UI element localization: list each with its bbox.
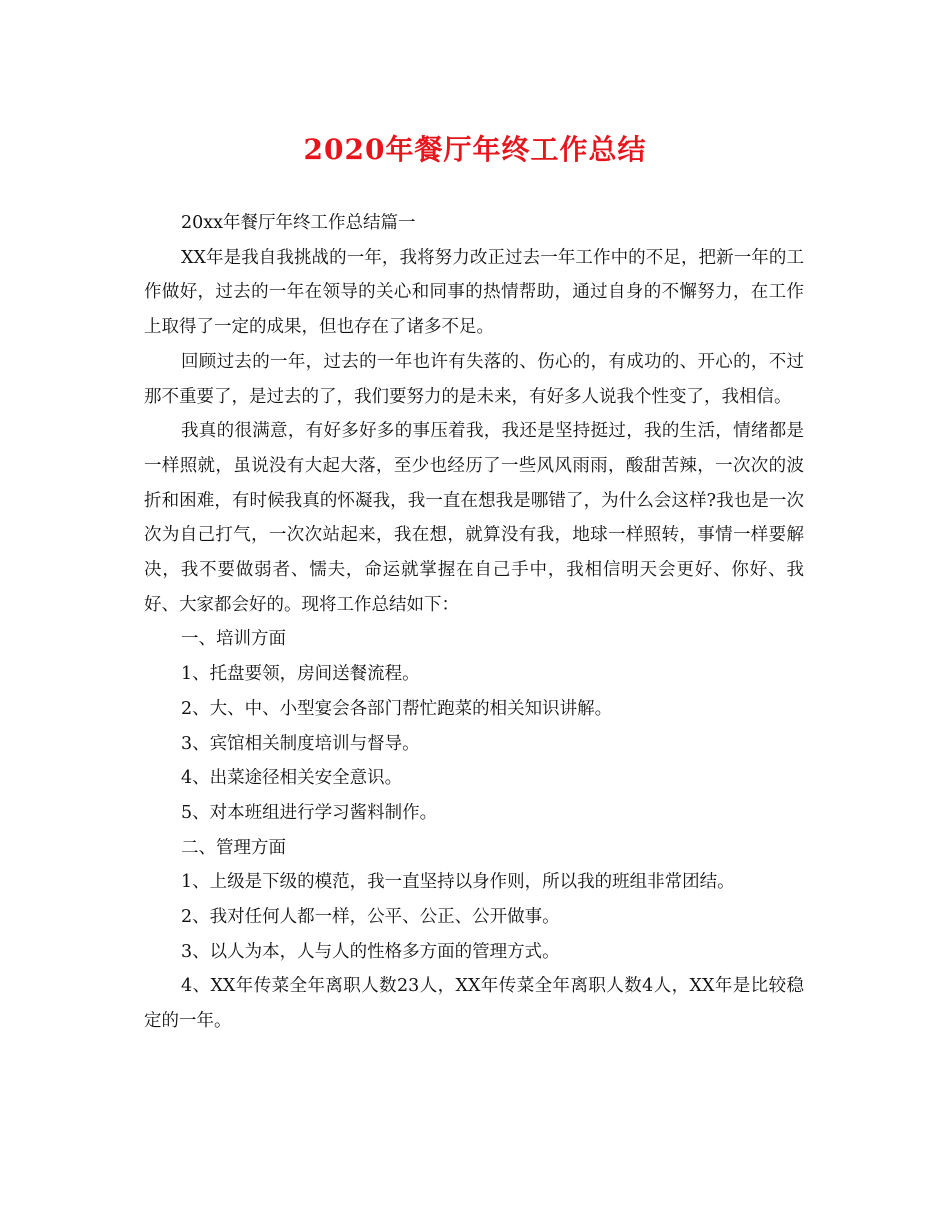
list-item: 4、XX年传菜全年离职人数23人，XX年传菜全年离职人数4人，XX年是比较稳定的一年。 — [144, 976, 804, 1032]
section-heading: 20xx年餐厅年终工作总结篇一 — [181, 213, 416, 233]
list-item: 3、宾馆相关制度培训与督导。 — [181, 733, 420, 754]
document-title: 2020年餐厅年终工作总结 — [303, 133, 647, 166]
list-item: 1、上级是下级的模范，我一直坚持以身作则，所以我的班组非常团结。 — [181, 872, 735, 893]
body-paragraph: 我真的很满意，有好多好多的事压着我，我还是坚持挺过，我的生活，情绪都是一样照就，虽说没有大起大落，至少也经历了一些风风雨雨，酸甜苦辣，一次次的波折和困难，有时候我真的怀凝我，我一直在想我是哪错了，为什么会这样?我也是一次次为自己打气，一次次站起来，我在想，就算没有我，地球一样照转，事情一样要解决，我不要做弱者、懦夫，命运就掌握在自己手中，我相信明天会更好、你好、我好、大家都会好的。现将工作总结如下： — [144, 421, 804, 615]
list-item: 2、我对任何人都一样，公平、公正、公开做事。 — [181, 907, 560, 928]
list-item: 2、大、中、小型宴会各部门帮忙跑菜的相关知识讲解。 — [181, 698, 613, 719]
body-paragraph: XX年是我自我挑战的一年，我将努力改正过去一年工作中的不足，把新一年的工作做好，过去的一年在领导的关心和同事的热情帮助，通过自身的不懈努力，在工作上取得了一定的成果，但也存在了诸多不足。 — [144, 247, 804, 338]
list-item: 1、托盘要领，房间送餐流程。 — [181, 664, 420, 685]
list-item: 5、对本班组进行学习酱料制作。 — [181, 802, 438, 823]
section-heading: 一、培训方面 — [181, 629, 286, 650]
body-paragraph: 回顾过去的一年，过去的一年也许有失落的、伤心的，有成功的、开心的，不过那不重要了，是过去的了，我们要努力的是未来，有好多人说我个性变了，我相信。 — [144, 351, 804, 407]
list-item: 4、出菜途径相关安全意识。 — [181, 768, 403, 789]
section-heading: 二、管理方面 — [181, 837, 286, 858]
document-body — [144, 206, 804, 1039]
list-item: 3、以人为本，人与人的性格多方面的管理方式。 — [181, 941, 560, 962]
